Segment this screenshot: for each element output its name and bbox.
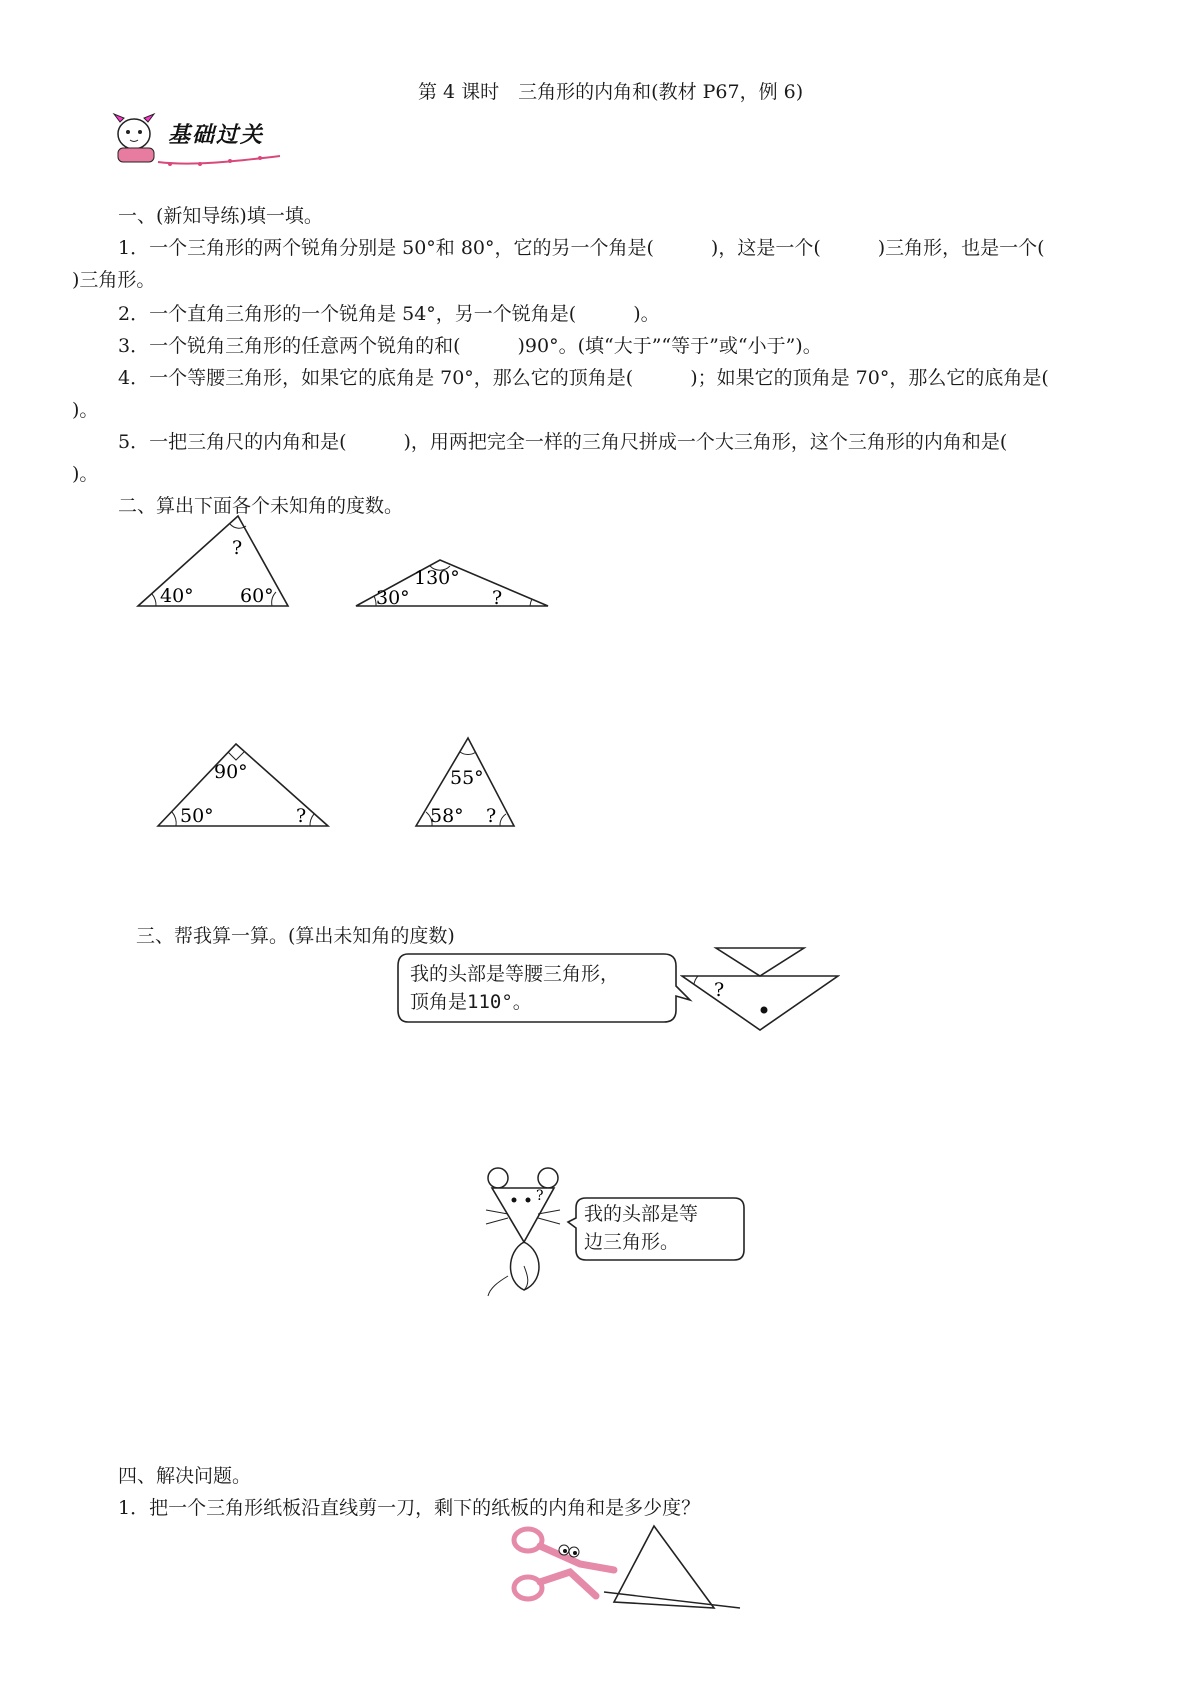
section2-heading: 二、算出下面各个未知角的度数。 [118, 495, 404, 517]
tri2-angle-q: ? [492, 587, 503, 609]
tri4-angle-a: 55° [450, 767, 484, 789]
section1-heading: 一、(新知导练)填一填。 [118, 205, 323, 227]
fish-angle-q: ? [714, 979, 725, 1001]
section4-heading: 四、解决问题。 [118, 1465, 252, 1487]
tri1-angle-b: 60° [240, 585, 274, 607]
tri4-angle-q: ? [486, 805, 497, 827]
scissors-icon [514, 1529, 614, 1599]
mouse-bubble-line1: 我的头部是等 [584, 1203, 699, 1225]
triangle-4 [410, 732, 520, 832]
tri1-angle-a: 40° [160, 585, 194, 607]
q5-text: 5．一把三角尺的内角和是( )，用两把完全一样的三角尺拼成一个大三角形，这个三角形的内角和是( [118, 431, 1008, 453]
fish-figure-icon [680, 944, 840, 1034]
mouse-figure-icon [484, 1166, 574, 1300]
tri3-angle-q: ? [296, 805, 307, 827]
tri4-angle-b: 58° [430, 805, 464, 827]
q4-text: 4．一个等腰三角形，如果它的底角是 70°，那么它的顶角是( )；如果它的顶角是 70°，那么它的底角是( [118, 367, 1049, 389]
tri3-angle-a: 90° [214, 761, 248, 783]
q5-text-cont: )。 [72, 463, 99, 485]
q2-text: 2．一个直角三角形的一个锐角是 54°，另一个锐角是( )。 [118, 303, 660, 325]
mouse-angle-q: ? [536, 1188, 544, 1204]
scissors-cut-illustration [504, 1520, 744, 1620]
tri2-angle-a: 30° [376, 587, 410, 609]
page-title: 第 4 课时 三角形的内角和(教材 P67，例 6) [418, 81, 804, 103]
triangle-1 [120, 510, 300, 610]
q1-text-cont: )三角形。 [72, 269, 156, 291]
section3-heading: 三、帮我算一算。(算出未知角的度数) [136, 925, 455, 947]
fish-bubble-line2: 顶角是110°。 [410, 991, 532, 1013]
tri2-angle-b: 130° [414, 567, 460, 589]
section-badge [110, 104, 290, 172]
section4-q1: 1．把一个三角形纸板沿直线剪一刀，剩下的纸板的内角和是多少度？ [118, 1497, 701, 1519]
q4-text-cont: )。 [72, 399, 99, 421]
mouse-bubble-line2: 边三角形。 [584, 1231, 680, 1253]
fish-bubble-line1: 我的头部是等腰三角形， [410, 963, 620, 985]
tri1-angle-q: ? [232, 537, 243, 559]
triangle-2 [352, 552, 552, 612]
triangle-3 [150, 736, 340, 832]
badge-label: 基础过关 [168, 123, 265, 148]
q1-text: 1．一个三角形的两个锐角分别是 50°和 80°，它的另一个角是( )，这是一个( )三角形，也是一个( [118, 237, 1045, 259]
q3-text: 3．一个锐角三角形的任意两个锐角的和( )90°。(填“大于”“等于”或“小于”)。 [118, 335, 822, 357]
tri3-angle-b: 50° [180, 805, 214, 827]
